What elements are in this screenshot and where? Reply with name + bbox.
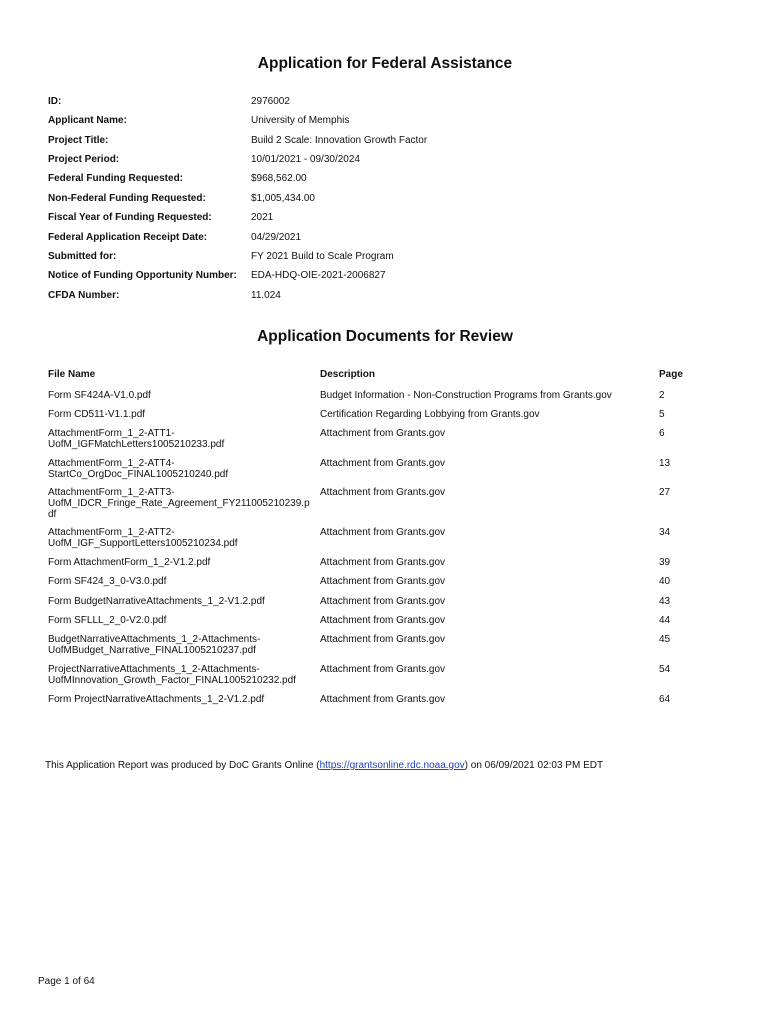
page-cell: 44 <box>659 615 671 626</box>
info-label: Notice of Funding Opportunity Number: <box>48 270 237 281</box>
info-value: 10/01/2021 - 09/30/2024 <box>251 154 360 165</box>
info-label: Applicant Name: <box>48 115 127 126</box>
info-label: Project Period: <box>48 154 120 165</box>
file-name-cell: Form SFLLL_2_0-V2.0.pdf <box>48 615 167 626</box>
info-label: CFDA Number: <box>48 290 120 301</box>
file-name-cell: AttachmentForm_1_2-ATT2- UofM_IGF_SupportLetters1005210234.pdf <box>48 527 238 549</box>
column-header-file: File Name <box>48 369 96 380</box>
description-cell: Attachment from Grants.gov <box>320 596 446 607</box>
page-title: Application for Federal Assistance <box>257 55 513 72</box>
info-value: EDA-HDQ-OIE-2021-2006827 <box>251 270 386 281</box>
description-cell: Budget Information - Non-Construction Programs from Grants.gov <box>320 390 612 401</box>
file-name-cell: Form BudgetNarrativeAttachments_1_2-V1.2.pdf <box>48 596 265 607</box>
grants-online-link[interactable]: https://grantsonline.rdc.noaa.gov <box>319 760 465 771</box>
file-name-cell: Form SF424A-V1.0.pdf <box>48 390 151 401</box>
info-value: 04/29/2021 <box>251 232 302 243</box>
info-value: $1,005,434.00 <box>251 193 315 204</box>
file-name-cell: ProjectNarrativeAttachments_1_2-Attachments- UofMInnovation_Growth_Factor_FINAL1005210232.pdf <box>48 664 296 686</box>
description-cell: Attachment from Grants.gov <box>320 634 446 645</box>
page-cell: 27 <box>659 487 671 498</box>
page-number: Page 1 of 64 <box>38 976 95 987</box>
file-name-cell: AttachmentForm_1_2-ATT1- UofM_IGFMatchLetters1005210233.pdf <box>48 428 225 450</box>
info-label: Federal Funding Requested: <box>48 173 184 184</box>
file-name-cell: Form AttachmentForm_1_2-V1.2.pdf <box>48 557 211 568</box>
file-name-cell: Form ProjectNarrativeAttachments_1_2-V1.2.pdf <box>48 694 265 705</box>
info-value: FY 2021 Build to Scale Program <box>251 251 394 262</box>
report-note-suffix: ) on 06/09/2021 02:03 PM EDT <box>464 760 604 771</box>
info-value: University of Memphis <box>251 115 350 126</box>
page-cell: 34 <box>659 527 671 538</box>
info-label: Fiscal Year of Funding Requested: <box>48 212 212 223</box>
page-cell: 40 <box>659 576 671 587</box>
page-cell: 54 <box>659 664 671 675</box>
page-cell: 2 <box>659 390 665 401</box>
info-label: Submitted for: <box>48 251 117 262</box>
info-label: Non-Federal Funding Requested: <box>48 193 206 204</box>
column-header-description: Description <box>320 369 376 380</box>
info-label: ID: <box>48 96 62 107</box>
description-cell: Certification Regarding Lobbying from Grants.gov <box>320 409 540 420</box>
file-name-cell: BudgetNarrativeAttachments_1_2-Attachments- UofMBudget_Narrative_FINAL1005210237.pdf <box>48 634 261 656</box>
info-value: 2021 <box>251 212 274 223</box>
page-cell: 13 <box>659 458 671 469</box>
description-cell: Attachment from Grants.gov <box>320 615 446 626</box>
info-label: Federal Application Receipt Date: <box>48 232 208 243</box>
file-name-cell: AttachmentForm_1_2-ATT4- StartCo_OrgDoc_FINAL1005210240.pdf <box>48 458 229 480</box>
report-note-prefix: This Application Report was produced by DoC Grants Online ( <box>45 760 320 771</box>
page-cell: 5 <box>659 409 665 420</box>
page-cell: 43 <box>659 596 671 607</box>
page-cell: 39 <box>659 557 671 568</box>
page-cell: 6 <box>659 428 665 439</box>
file-name-cell: Form CD511-V1.1.pdf <box>48 409 146 420</box>
description-cell: Attachment from Grants.gov <box>320 694 446 705</box>
description-cell: Attachment from Grants.gov <box>320 428 446 439</box>
page-cell: 45 <box>659 634 671 645</box>
info-value: $968,562.00 <box>251 173 307 184</box>
description-cell: Attachment from Grants.gov <box>320 527 446 538</box>
report-note <box>45 760 603 771</box>
file-name-cell: AttachmentForm_1_2-ATT3- UofM_IDCR_Fringe_Rate_Agreement_FY211005210239.p df <box>48 487 310 520</box>
documents-title: Application Documents for Review <box>257 328 513 345</box>
info-value: 2976002 <box>251 96 290 107</box>
description-cell: Attachment from Grants.gov <box>320 664 446 675</box>
column-header-page: Page <box>659 369 683 380</box>
file-name-cell: Form SF424_3_0-V3.0.pdf <box>48 576 167 587</box>
page-cell: 64 <box>659 694 671 705</box>
description-cell: Attachment from Grants.gov <box>320 557 446 568</box>
description-cell: Attachment from Grants.gov <box>320 458 446 469</box>
description-cell: Attachment from Grants.gov <box>320 487 446 498</box>
info-value: 11.024 <box>251 290 281 301</box>
info-value: Build 2 Scale: Innovation Growth Factor <box>251 135 428 146</box>
info-label: Project Title: <box>48 135 109 146</box>
description-cell: Attachment from Grants.gov <box>320 576 446 587</box>
